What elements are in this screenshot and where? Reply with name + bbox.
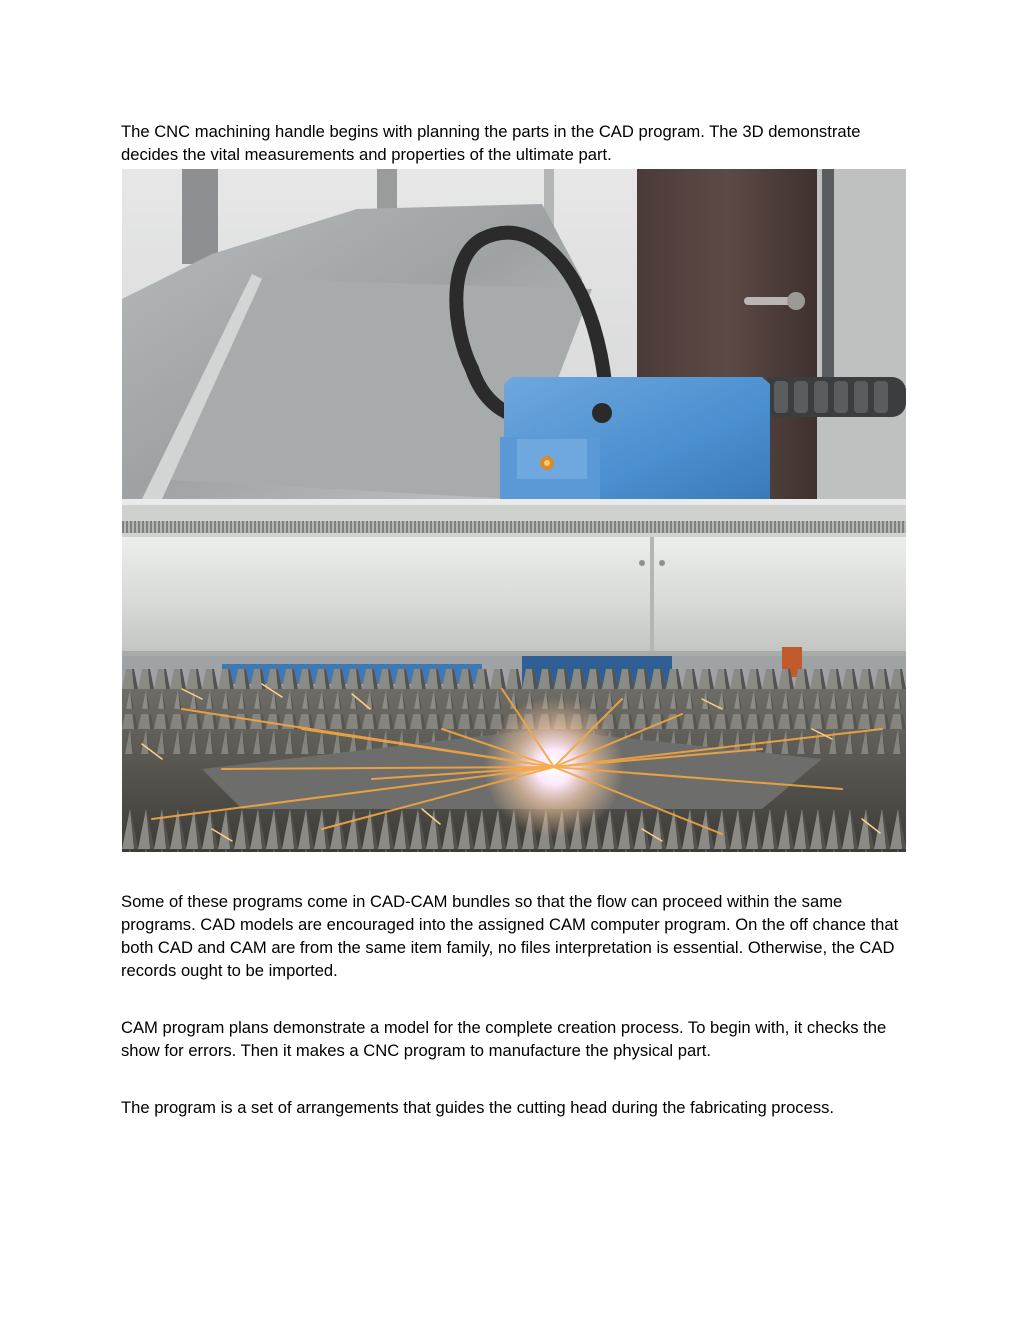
gantry-beam xyxy=(122,537,906,655)
paragraph-cad-cam-bundles: Some of these programs come in CAD-CAM bundles so that the flow can proceed within the same programs. CAD models are encouraged into the assigned CAM computer program. On the off chance that both CAD and CAM are from the same item family, no files interpretation is essential. Otherwise, the CAD records ought to be imported. xyxy=(121,892,899,980)
cable-chain xyxy=(762,377,906,417)
paragraph-cam-program: CAM program plans demonstrate a model for the complete creation process. To begin with, it checks the show for errors. Then it makes a CNC program to manufacture the physical part. xyxy=(121,1018,887,1060)
paragraph-program-definition: The program is a set of arrangements that guides the cutting head during the fabricating process. xyxy=(121,1098,835,1117)
cnc-plasma-cutter-photo xyxy=(122,169,906,852)
paragraph-intro: The CNC machining handle begins with planning the parts in the CAD program. The 3D demonstrate decides the vital measurements and properties of the ultimate part. xyxy=(121,122,861,164)
